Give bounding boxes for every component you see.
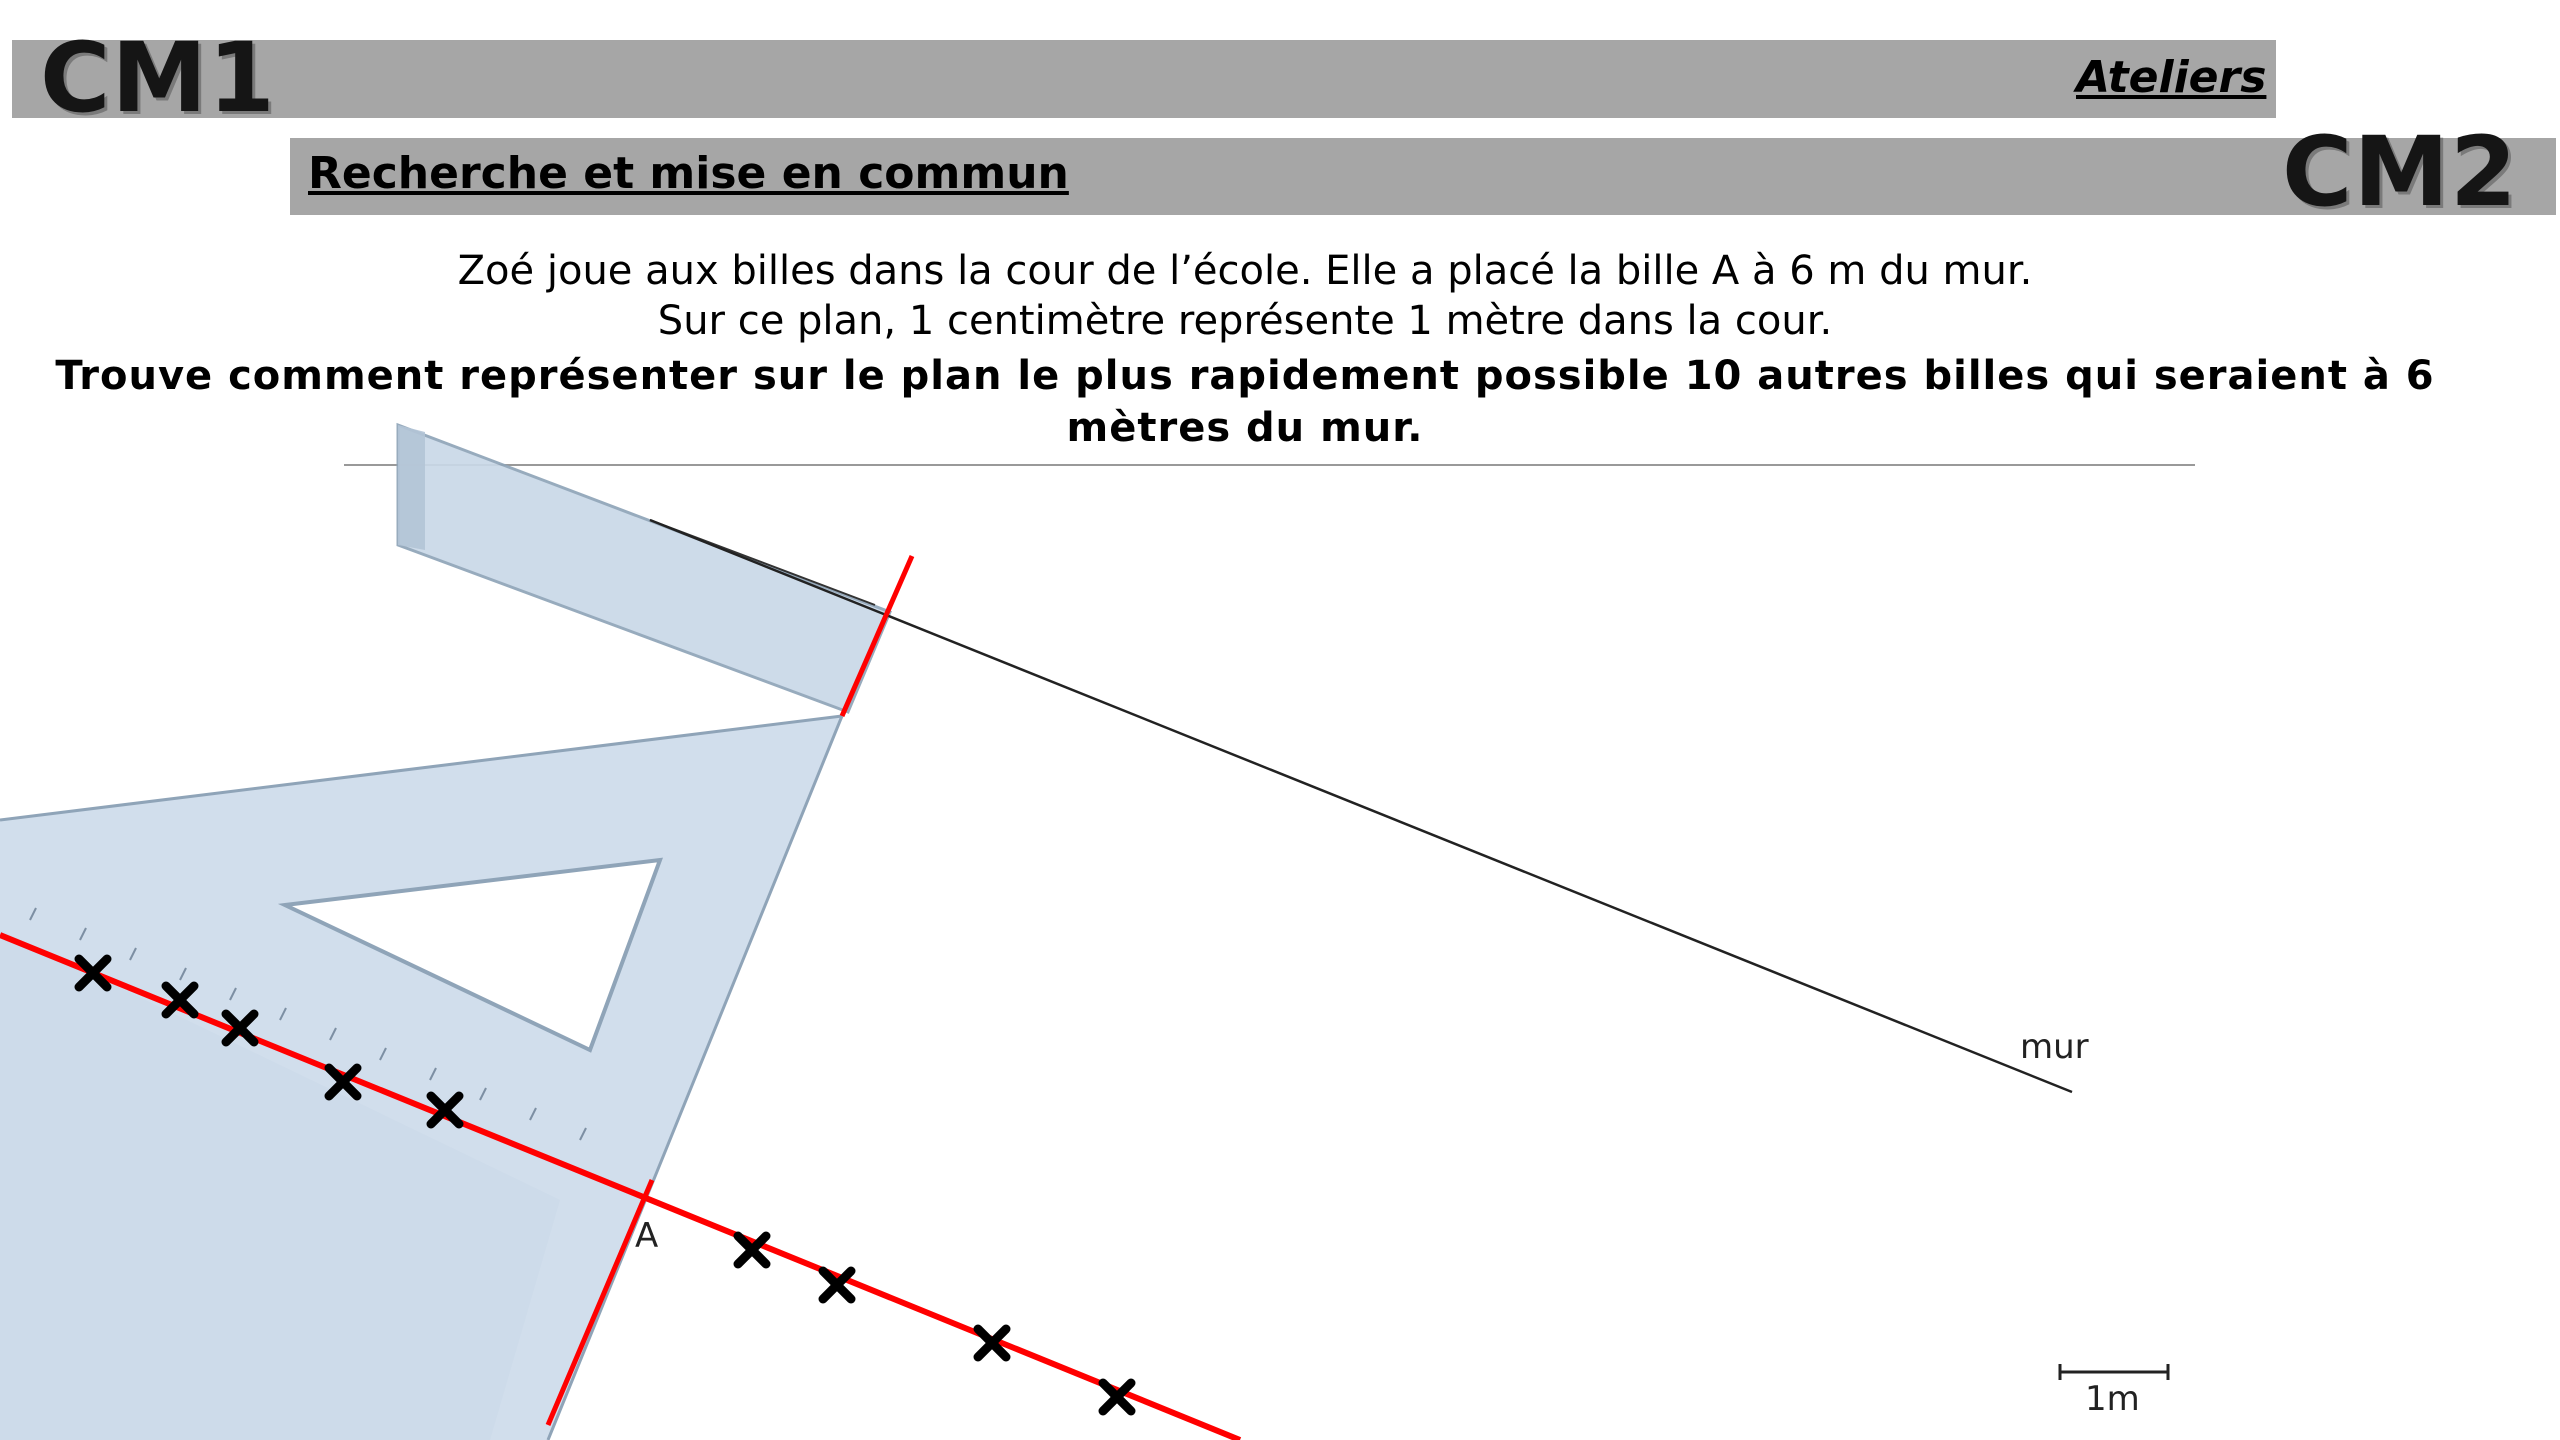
set-square-upper xyxy=(398,425,890,712)
problem-instruction: Trouve comment représenter sur le plan le plus rapidement possible 10 autres billes qui seraient à 6 mètres du mur. xyxy=(55,353,2435,451)
scale-bar xyxy=(2060,1364,2168,1419)
point-a-label: A xyxy=(635,1216,659,1256)
wall-line xyxy=(650,520,2072,1092)
problem-line-2: Sur ce plan, 1 centimètre représente 1 mètre dans la cour. xyxy=(657,298,1833,344)
category-label: Ateliers xyxy=(2076,52,2267,103)
problem-line-1: Zoé joue aux billes dans la cour de l’école. Elle a placé la bille A à 6 m du mur. xyxy=(457,248,2033,294)
wall-label: mur xyxy=(2020,1027,2089,1067)
set-square-large xyxy=(0,716,842,1440)
activity-title: Recherche et mise en commun xyxy=(308,148,1069,199)
scale-label: 1m xyxy=(2085,1379,2140,1419)
level-label-cm1: CM1 xyxy=(40,22,276,134)
level-label-cm2: CM2 xyxy=(2282,116,2518,228)
